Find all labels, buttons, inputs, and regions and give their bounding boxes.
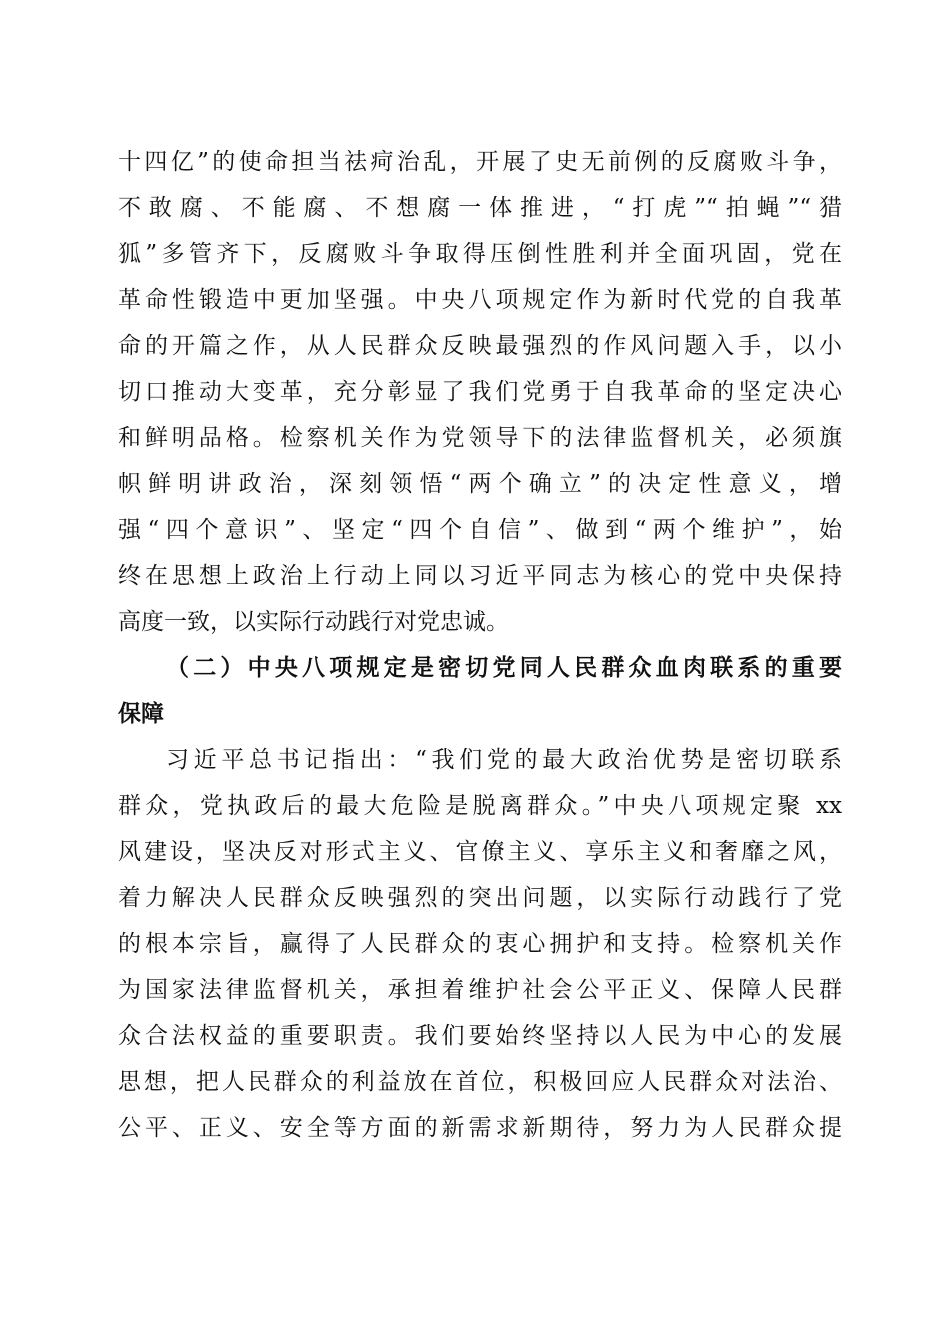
paragraph-line: 群众，党执政后的最大危险是脱离群众。”中央八项规定聚 xx [118,793,842,819]
paragraph-line: 思想，把人民群众的利益放在首位，积极回应人民群众对法治、 [118,1069,842,1095]
paragraph-line: 切口推动大变革，充分彰显了我们党勇于自我革命的坚定决心 [118,379,842,405]
paragraph-line: 和鲜明品格。检察机关作为党领导下的法律监督机关，必须旗 [118,425,842,451]
paragraph-line: 革命性锻造中更加坚强。中央八项规定作为新时代党的自我革 [118,287,842,313]
paragraph-line: 着力解决人民群众反映强烈的突出问题，以实际行动践行了党 [118,885,842,911]
paragraph-line: 命的开篇之作，从人民群众反映最强烈的作风问题入手，以小 [118,333,842,359]
paragraph-line: 公平、正义、安全等方面的新需求新期待，努力为人民群众提 [118,1115,842,1141]
paragraph-line: 众合法权益的重要职责。我们要始终坚持以人民为中心的发展 [118,1023,842,1049]
paragraph-line: 的根本宗旨，赢得了人民群众的衷心拥护和支持。检察机关作 [118,931,842,957]
section-heading-continuation: 保障 [118,700,164,727]
paragraph-line: 高度一致，以实际行动践行对党忠诚。 [118,609,509,635]
paragraph-line: 为国家法律监督机关，承担着维护社会公平正义、保障人民群 [118,977,842,1003]
paragraph-line: 十四亿”的使命担当祛疴治乱，开展了史无前例的反腐败斗争， [118,149,842,175]
paragraph-line: 风建设，坚决反对形式主义、官僚主义、享乐主义和奢靡之风， [118,839,842,865]
section-heading: （二）中央八项规定是密切党同人民群众血肉联系的重要 [166,654,842,681]
paragraph-line: 强“四个意识”、坚定“四个自信”、做到“两个维护”，始 [118,517,842,543]
paragraph-line: 终在思想上政治上行动上同以习近平同志为核心的党中央保持 [118,563,842,589]
paragraph-line: 帜鲜明讲政治，深刻领悟“两个确立”的决定性意义，增 [118,471,842,497]
paragraph-line: 习近平总书记指出：“我们党的最大政治优势是密切联系 [166,747,842,773]
paragraph-line: 狐”多管齐下，反腐败斗争取得压倒性胜利并全面巩固，党在 [118,241,842,267]
paragraph-line: 不敢腐、不能腐、不想腐一体推进，“打虎”“拍蝇”“猎 [118,195,842,221]
